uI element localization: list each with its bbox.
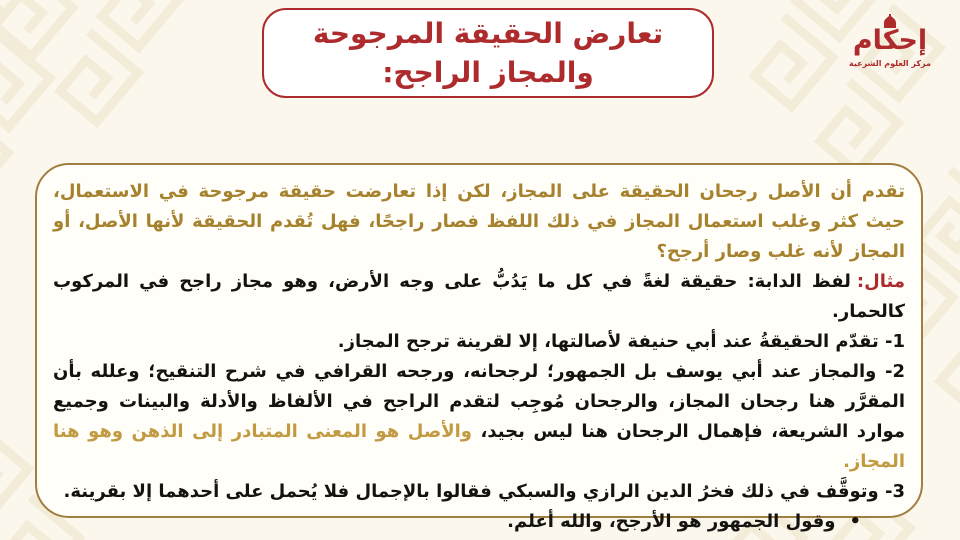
list-item-3: 3- وتوقَّف في ذلك فخرُ الدين الرازي والسبكي فقالوا بالإجمال فلا يُحمل على أحدهما إلا بقرينة. [63,481,905,502]
conclusion-text: وقول الجمهور هو الأرجح، والله أعلم. [507,511,836,532]
list-item-2-text: 2- والمجاز عند أبي يوسف بل الجمهور؛ لرجحانه، ورجحه القرافي في شرح التنقيح؛ وعلله بأن المقرَّر هنا رجحان المجاز، والرجحان مُوجِب لتقدم الراجح في الألفاظ والأدلة والبينات وجميع موارد الشريعة، فإهمال الرجحان هنا ليس بجيد، [53,361,905,442]
title-box [262,8,714,98]
bullet-icon: • [849,511,861,532]
list-item-1: 1- تقدّم الحقيقةُ عند أبي حنيفة لأصالتها، إلا لقرينة ترجح المجاز. [337,331,905,352]
logo-tagline: مركز العلوم الشرعية [849,58,931,68]
content-box [35,163,923,532]
page-title-line1: تعارض الحقيقة المرجوحة [312,16,664,50]
list-item-2 [53,357,905,477]
intro-paragraph: تقدم أن الأصل رجحان الحقيقة على المجاز، لكن إذا تعارضت حقيقة مرجوحة في الاستعمال، حيث كثر وغلب استعمال المجاز في ذلك اللفظ فصار راجحًا، فهل تُقدم الحقيقة لأنها الأصل، أو المجاز لأنه غلب وصار أرجح؟ [53,181,905,262]
page-title-line2: والمجاز الراجح: [382,55,594,89]
logo [840,14,940,68]
example-label: مثال: [856,271,905,292]
conclusion-line [53,507,905,537]
logo-wordmark: إحكام [852,25,928,56]
example-text: لفظ الدابة: حقيقة لغةً في كل ما يَدُبُّ على وجه الأرض، وهو مجاز راجح في المركوب كالحمار. [53,271,905,322]
list-item-2-highlight: والأصل هو المعنى المتبادر إلى الذهن وهو هنا المجاز. [53,421,905,472]
example-line [53,267,905,327]
